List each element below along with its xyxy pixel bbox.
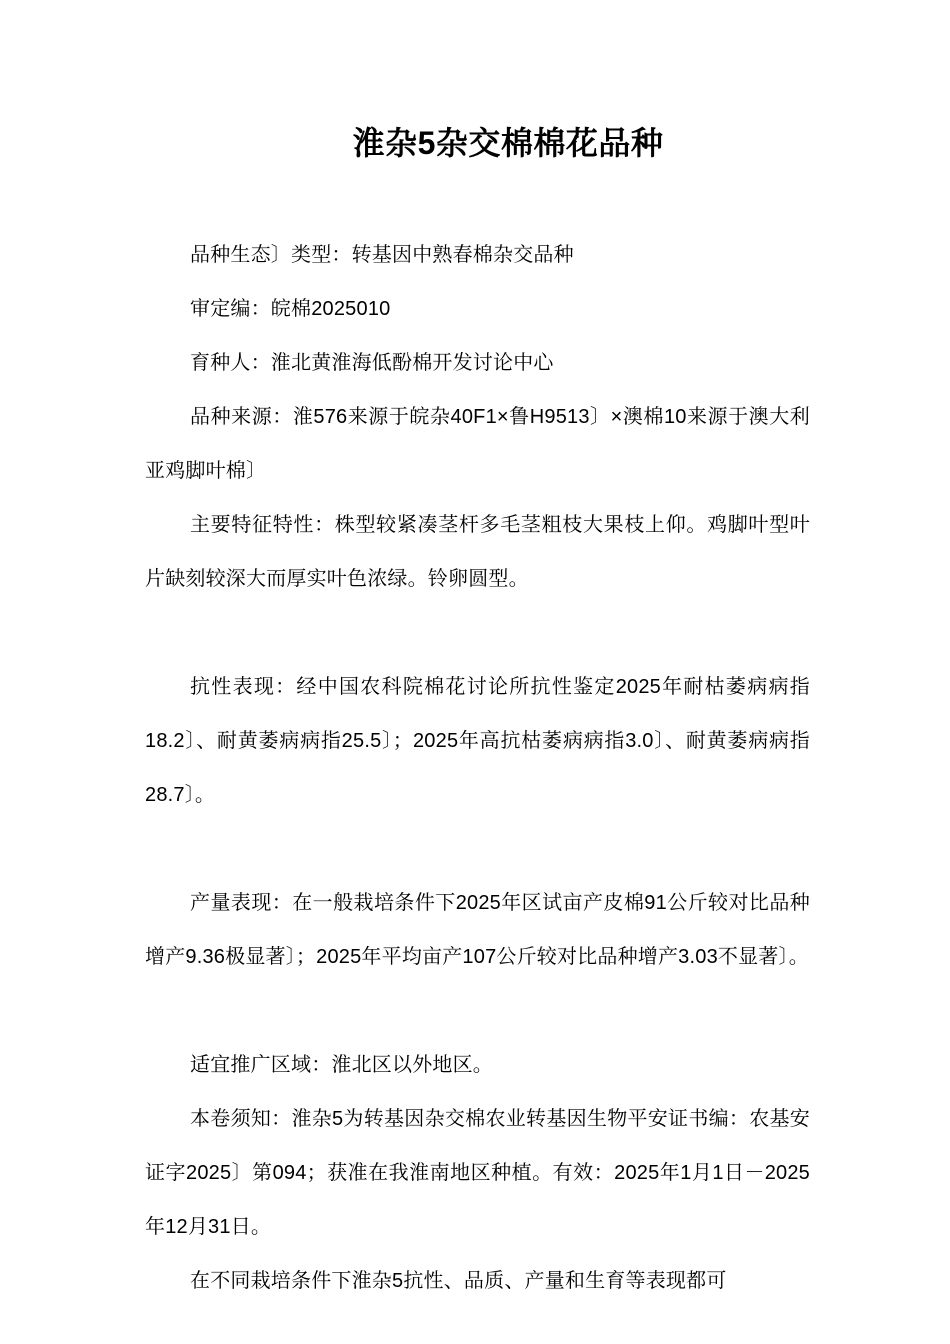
paragraph-suitable-region: 适宜推广区域：淮北区以外地区。 [190, 1054, 493, 1076]
paragraph-yield: 产量表现：在一般栽培条件下2025年区试亩产皮棉91公斤较对比品种增产9.36极显著〕；2025年平均亩产107公斤较对比品种增产3.03不显著〕。 [145, 892, 810, 968]
paragraph-resistance: 抗性表现：经中国农科院棉花讨论所抗性鉴定2025年耐枯萎病病指18.2〕、耐黄萎病病指25.5〕；2025年高抗枯萎病病指3.0〕、耐黄萎病病指28.7〕。 [145, 676, 810, 806]
document-title: 淮杂5杂交棉棉花品种 [352, 125, 664, 161]
document-body [145, 228, 810, 1308]
paragraph-notes: 本卷须知：淮杂5为转基因杂交棉农业转基因生物平安证书编：农基安证字2025〕第094；获准在我淮南地区种植。有效：2025年1月1日－2025年12月31日。 [145, 1108, 810, 1238]
paragraph-variety-source: 品种来源：淮576来源于皖杂40F1×鲁H9513〕×澳棉10来源于澳大利亚鸡脚叶棉〕 [145, 406, 810, 482]
blank-line [145, 606, 810, 660]
paragraph-variety-type: 品种生态〕类型：转基因中熟春棉杂交品种 [190, 244, 574, 266]
paragraph-main-characteristics: 主要特征特性：株型较紧凑茎杆多毛茎粗枝大果枝上仰。鸡脚叶型叶片缺刻较深大而厚实叶色浓绿。铃卵圆型。 [145, 514, 810, 590]
paragraph-approval-number: 审定编：皖棉2025010 [190, 298, 391, 320]
paragraph-performance: 在不同栽培条件下淮杂5抗性、品质、产量和生育等表现都可 [190, 1270, 727, 1292]
blank-line [145, 822, 810, 876]
paragraph-breeder: 育种人：淮北黄淮海低酚棉开发讨论中心 [190, 352, 554, 374]
blank-line [145, 984, 810, 1038]
